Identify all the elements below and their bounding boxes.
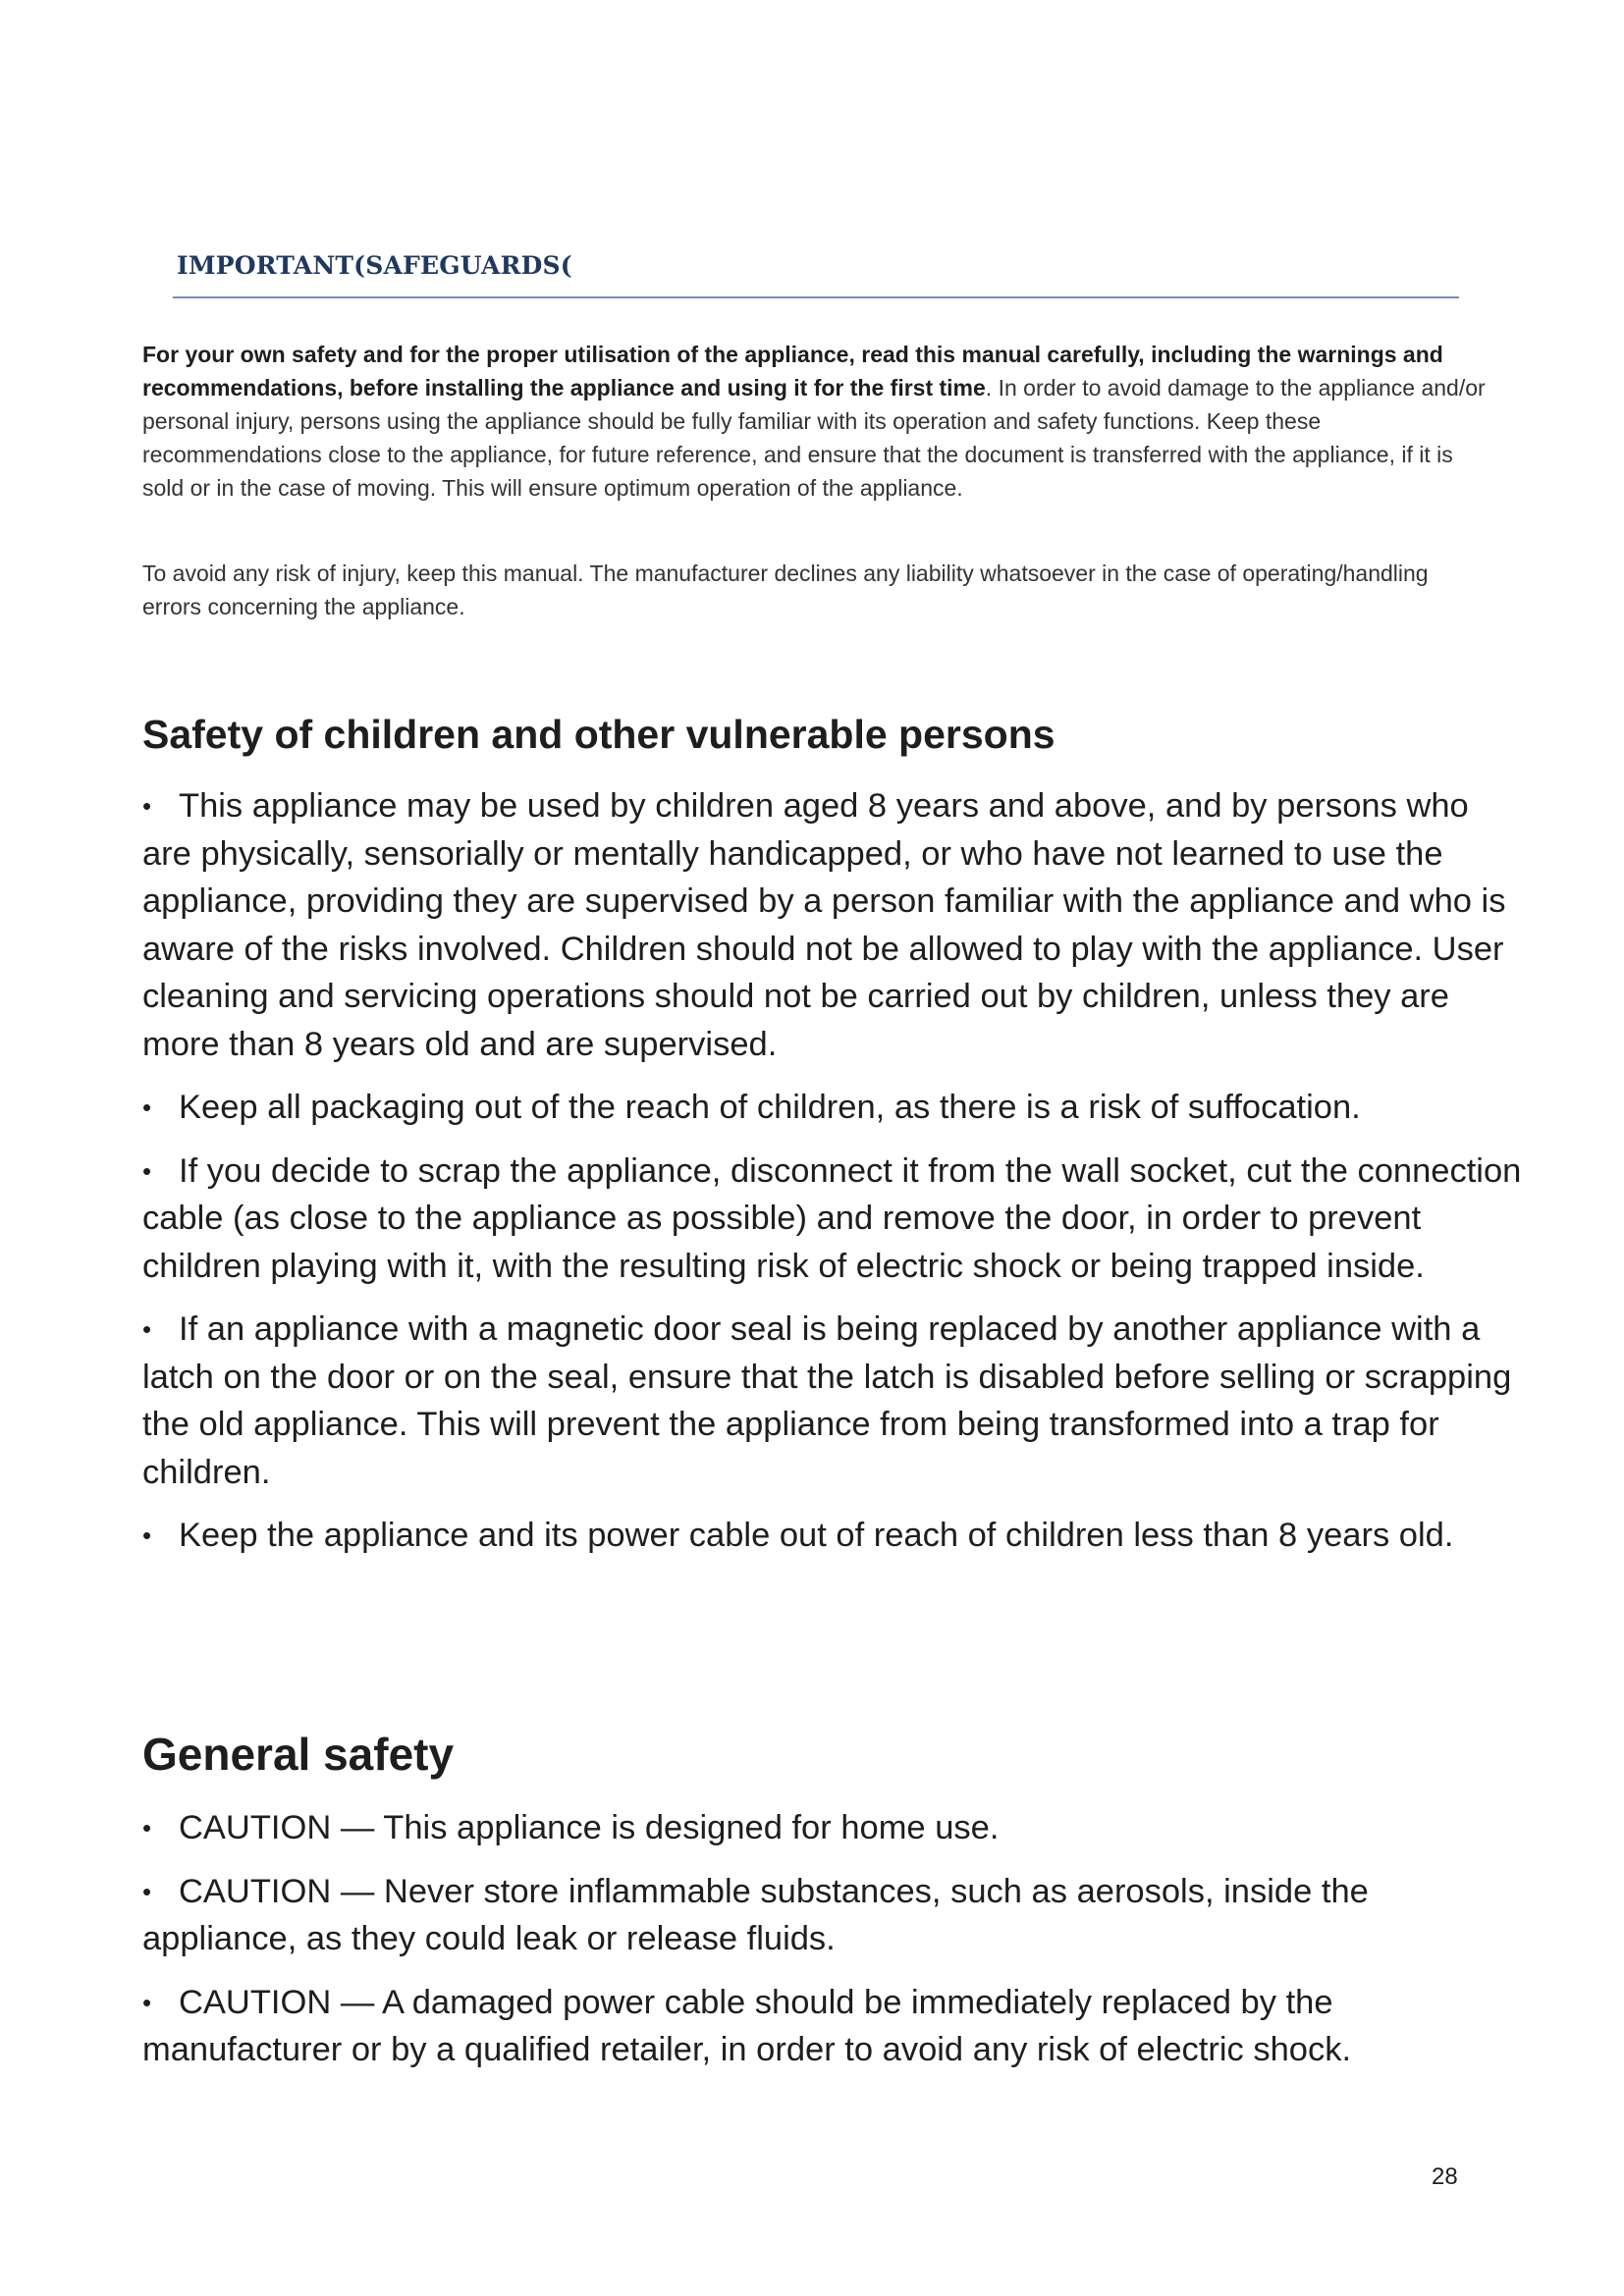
list-item	[142, 1306, 1527, 1496]
section-header-title: IMPORTANT(SAFEGUARDS(	[177, 251, 572, 280]
bullet-icon: •	[142, 1521, 152, 1550]
list-item-text: Keep all packaging out of the reach of children, as there is a risk of suffocation.	[179, 1089, 1361, 1126]
list-item	[142, 1512, 1527, 1560]
intro-bold-text: For your own safety and for the proper utilisation of the appliance, read this manual carefully, including the warnings and recommendations, before installing the appliance and using it for the first time	[142, 342, 1443, 400]
liability-paragraph: To avoid any risk of injury, keep this manual. The manufacturer declines any liability whatsoever in the case of operating/handling errors concerning the appliance.	[142, 561, 1429, 619]
intro-paragraph	[142, 338, 1488, 505]
list-item-text: CAUTION — A damaged power cable should be immediately replaced by the manufacturer or by a qualified retailer, in order to avoid any risk of electric shock.	[142, 1983, 1352, 2068]
page-number: 28	[1432, 2163, 1458, 2190]
list-item-text: CAUTION — This appliance is designed for home use.	[179, 1809, 1000, 1846]
list-item	[142, 782, 1527, 1068]
list-item-text: If an appliance with a magnetic door seal is being replaced by another appliance with a latch on the door or on the seal, ensure that the latch is disabled before selling or scrapping the old appliance. This will prevent the appliance from being transformed into a trap for children.	[142, 1310, 1512, 1491]
list-item-text: Keep the appliance and its power cable out of reach of children less than 8 years old.	[179, 1517, 1454, 1554]
bullet-icon: •	[142, 1987, 152, 2017]
bullet-icon: •	[142, 1155, 152, 1186]
bullet-icon: •	[142, 1314, 152, 1344]
children-safety-heading: Safety of children and other vulnerable persons	[142, 712, 1056, 757]
list-item	[142, 1804, 1527, 1852]
bullet-icon: •	[142, 1813, 152, 1842]
list-item	[142, 1979, 1527, 2074]
header-divider	[173, 296, 1459, 298]
intro-regular-text: . In order to avoid damage to the appliance and/or personal injury, persons using the appliance should be fully familiar with its operation and safety functions. Keep these recommendations close to the appliance, for future reference, and ensure that the document is transferred with the appliance, if it is sold or in the case of moving. This will ensure optimum operation of the appliance.	[142, 375, 1486, 501]
bullet-icon: •	[142, 1093, 152, 1122]
bullet-icon: •	[142, 1876, 152, 1906]
list-item-text: If you decide to scrap the appliance, disconnect it from the wall socket, cut the connection cable (as close to the appliance as possible) and remove the door, in order to prevent children playing with it, with the resulting risk of electric shock or being trapped inside.	[142, 1151, 1522, 1285]
list-item	[142, 1148, 1527, 1291]
general-safety-list	[142, 1804, 1527, 2090]
list-item	[142, 1868, 1527, 1963]
children-safety-list	[142, 782, 1527, 1575]
list-item-text: This appliance may be used by children aged 8 years and above, and by persons who are physically, sensorially or mentally handicapped, or who have not learned to use the appliance, providing they are supervised by a person familiar with the appliance and who is aware of the risks involved. Children should not be allowed to play with the appliance. User cleaning and servicing operations should not be carried out by children, unless they are more than 8 years old and are supervised.	[142, 787, 1506, 1063]
general-safety-heading: General safety	[142, 1729, 455, 1780]
list-item-text: CAUTION — Never store inflammable substances, such as aerosols, inside the appliance, as they could leak or release fluids.	[142, 1872, 1369, 1957]
bullet-icon: •	[142, 791, 152, 821]
list-item	[142, 1084, 1527, 1132]
